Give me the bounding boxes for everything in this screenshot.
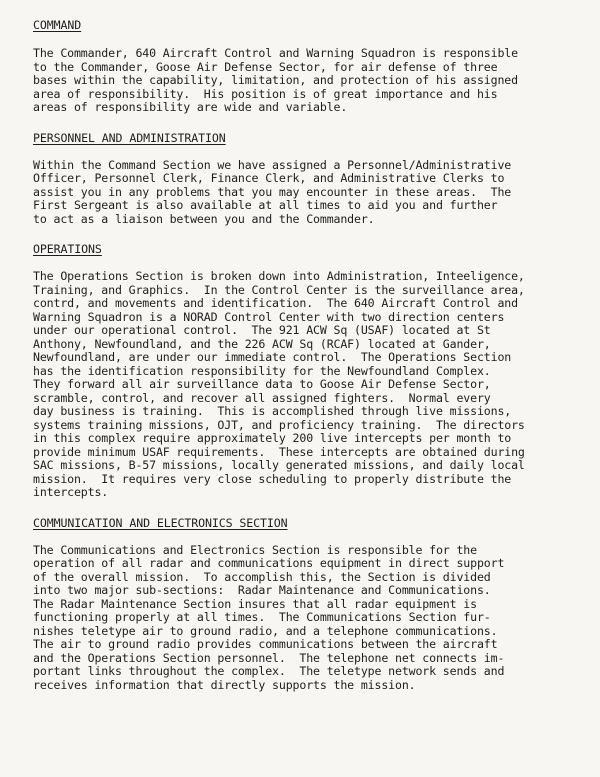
text-line: day business is training. This is accomplished through live missions, — [33, 404, 512, 418]
text-line: Newfoundland, are under our immediate control. The Operations Section — [33, 350, 512, 364]
text-line: The Commander, 640 Aircraft Control and Warning Squadron is responsible — [33, 46, 518, 60]
text-line: into two major sub-sections: Radar Maintenance and Communications. — [33, 583, 491, 597]
text-line: Anthony, Newfoundland, and the 226 ACW Sq (RCAF) located at Gander, — [33, 336, 491, 351]
text-line: bases within the capability, limitation, and protection of his assigned — [33, 73, 518, 87]
section-paragraph — [33, 544, 582, 693]
text-line: receives information that directly supports the mission. — [33, 677, 416, 692]
text-line: First Sergeant is also available at all times to aid you and further — [33, 198, 498, 212]
text-line: The air to ground radio provides communications between the aircraft — [33, 637, 498, 651]
text-line: contrd, and movements and identification. The 640 Aircraft Control and — [33, 296, 518, 310]
section-paragraph — [33, 47, 582, 115]
text-line: to the Commander, Goose Air Defense Sector, for air defense of three — [33, 59, 498, 74]
text-line: intercepts. — [33, 485, 109, 499]
text-line: nishes teletype air to ground radio, and a telephone communications. — [33, 623, 498, 638]
text-line: Warning Squadron is a NORAD Control Center with two direction centers — [33, 309, 505, 324]
section-operations — [33, 238, 582, 500]
text-line: systems training missions, OJT, and proficiency training. The directors — [33, 417, 525, 432]
text-line: under our operational control. The 921 ACW Sq (USAF) located at St — [33, 323, 491, 337]
text-line: assist you in any problems that you may encounter in these areas. The — [33, 184, 512, 199]
text-line: areas of responsibility are wide and variable. — [33, 100, 348, 114]
section-paragraph — [33, 270, 582, 500]
text-line: The Radar Maintenance Section insures that all radar equipment is — [33, 596, 477, 611]
section-heading: COMMAND — [33, 18, 82, 32]
text-line: SAC missions, B-57 missions, locally generated missions, and daily local — [33, 458, 525, 472]
text-line: The Operations Section is broken down into Administration, Inteeligence, — [33, 269, 525, 283]
section-communication-electronics — [33, 512, 582, 693]
section-paragraph — [33, 159, 582, 227]
section-personnel-administration — [33, 127, 582, 227]
section-heading: OPERATIONS — [33, 242, 102, 256]
text-line: operation of all radar and communications equipment in direct support — [33, 556, 505, 570]
text-line: They forward all air surveillance data to Goose Air Defense Sector, — [33, 377, 491, 391]
text-line: area of responsibility. His position is of great importance and his — [33, 86, 498, 101]
text-line: Training, and Graphics. In the Control Center is the surveillance area, — [33, 282, 525, 297]
text-line: provide minimum USAF requirements. These intercepts are obtained during — [33, 444, 525, 459]
text-line: and the Operations Section personnel. The telephone net connects im- — [33, 650, 505, 665]
text-line: to act as a liaison between you and the Commander. — [33, 211, 375, 226]
text-line: has the identification responsibility for the Newfoundland Complex. — [33, 363, 491, 378]
text-line: of the overall mission. To accomplish this, the Section is divided — [33, 569, 491, 584]
text-line: in this complex require approximately 200 live intercepts per month to — [33, 431, 512, 445]
section-heading: COMMUNICATION AND ELECTRONICS SECTION — [33, 515, 288, 530]
text-line: scramble, control, and recover all assigned fighters. Normal every — [33, 390, 491, 405]
text-line: portant links throughout the complex. The teletype network sends and — [33, 664, 505, 678]
section-command — [33, 14, 582, 115]
section-heading: PERSONNEL AND ADMINISTRATION — [33, 130, 226, 145]
text-line: The Communications and Electronics Section is responsible for the — [33, 542, 477, 557]
text-line: Officer, Personnel Clerk, Finance Clerk, and Administrative Clerks to — [33, 171, 505, 185]
text-line: functioning properly at all times. The Communications Section fur- — [33, 610, 491, 624]
text-line: Within the Command Section we have assigned a Personnel/Administrative — [33, 157, 512, 172]
text-line: mission. It requires very close scheduling to properly distribute the — [33, 471, 512, 486]
